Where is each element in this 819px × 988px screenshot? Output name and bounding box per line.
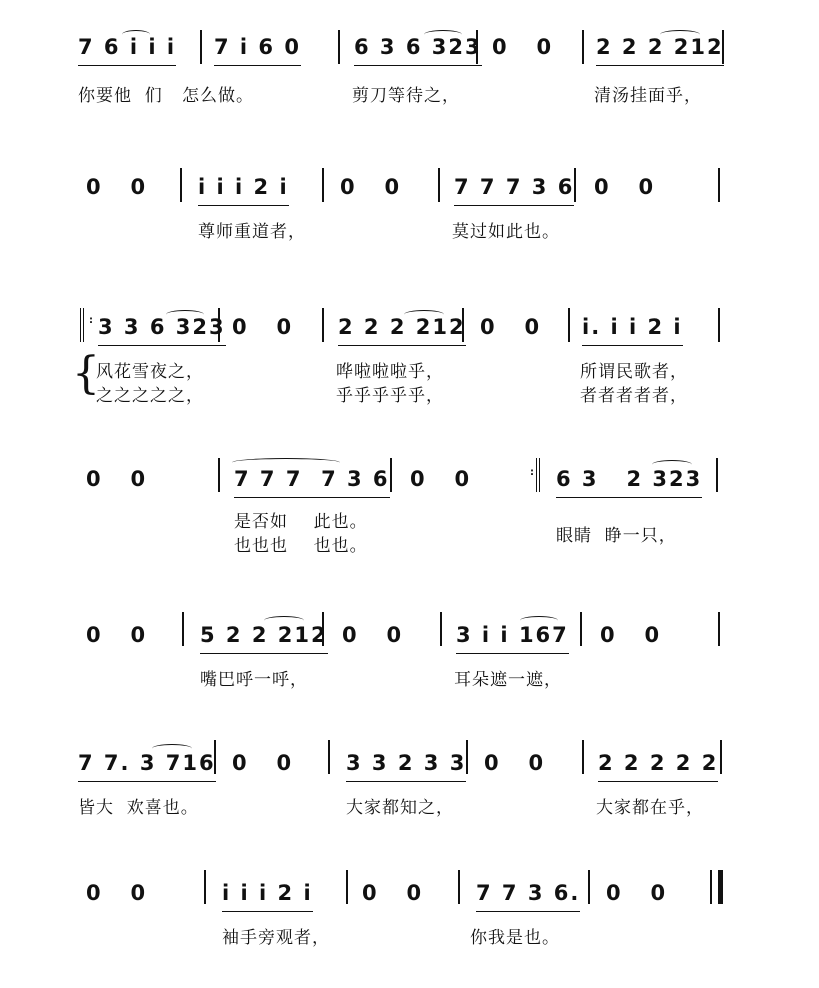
bar-line (722, 30, 724, 64)
measure-notes: 2 2 2 2 2 (598, 751, 719, 775)
measure-notes: 7 i 6 0 (214, 35, 301, 59)
lyric-line: 耳朵遮一遮， (454, 670, 562, 690)
lyric-line-verse-2: 之之之之之， (96, 386, 204, 406)
bar-line (390, 458, 392, 492)
measure-rests: 0 0 (340, 175, 402, 199)
measure-rests: 0 0 (600, 623, 662, 647)
repeat-dot: : (89, 315, 93, 326)
measure-rests: 0 0 (86, 881, 148, 905)
bar-line (582, 740, 584, 774)
measure-notes: i i i 2 i (198, 175, 289, 199)
bar-line (718, 612, 720, 646)
measure-notes: 7 7 7 3 6 (454, 175, 575, 199)
bar-line (588, 870, 590, 904)
final-bar (710, 870, 723, 904)
bar-line (462, 308, 464, 342)
lyric-line: 莫过如此也。 (452, 222, 560, 242)
lyric-line: 大家都知之， (346, 798, 454, 818)
bar-line (322, 168, 324, 202)
measure-notes: 6 3 6 323 (354, 35, 482, 59)
measure-notes: 7 7 3 6. (476, 881, 581, 905)
measure-rests: 0 0 (86, 467, 148, 491)
slur-mark (264, 616, 304, 625)
bar-line (582, 30, 584, 64)
measure-notes: 5 2 2 212 (200, 623, 328, 647)
lyric-line: 所谓民歌者， (580, 362, 688, 382)
measure-rests: 0 0 (362, 881, 424, 905)
measure-rests: 0 0 (86, 623, 148, 647)
bar-line (204, 870, 206, 904)
slur-mark (232, 458, 340, 467)
bar-line (322, 308, 324, 342)
measure-notes: i i i 2 i (222, 881, 313, 905)
measure-rests: 0 0 (594, 175, 656, 199)
slur-mark (652, 460, 692, 469)
bar-line (218, 458, 220, 492)
slur-mark (122, 30, 150, 39)
measure-notes: 2 2 2 212 (596, 35, 724, 59)
lyric-line: 大家都在乎， (596, 798, 704, 818)
bar-line (440, 612, 442, 646)
lyric-line: 你要他 们 怎么做。 (78, 86, 255, 106)
bar-line (580, 612, 582, 646)
slur-mark (660, 30, 700, 39)
bar-line (476, 30, 478, 64)
bar-line (720, 740, 722, 774)
measure-rests: 0 0 (480, 315, 542, 339)
lyric-line: 眼睛 睁一只， (556, 526, 677, 546)
slur-mark (520, 616, 558, 625)
repeat-dot: : (530, 467, 534, 478)
bar-line (458, 870, 460, 904)
lyric-line: 袖手旁观者， (222, 928, 330, 948)
lyric-line: 你我是也。 (470, 928, 560, 948)
lyric-line: 皆大 欢喜也。 (78, 798, 199, 818)
bar-line (466, 740, 468, 774)
lyric-line: 剪刀等待之， (352, 86, 460, 106)
measure-notes: 6 3 2 323 (556, 467, 703, 491)
verse-brace: { (72, 348, 100, 399)
measure-notes: 3 3 6 323 (98, 315, 226, 339)
repeat-end-bar (536, 458, 543, 492)
bar-line (218, 308, 220, 342)
measure-rests: 0 0 (86, 175, 148, 199)
bar-line (346, 870, 348, 904)
measure-rests: 0 0 (342, 623, 404, 647)
lyric-line: 哗啦啦啦乎， (336, 362, 444, 382)
measure-notes: 3 i i 167 (456, 623, 569, 647)
bar-line (200, 30, 202, 64)
bar-line (182, 612, 184, 646)
lyric-line: 是否如 此也。 (234, 512, 368, 532)
measure-notes: 7 6 i i i (78, 35, 177, 59)
bar-line (574, 168, 576, 202)
lyric-line: 清汤挂面乎， (594, 86, 702, 106)
slur-mark (166, 310, 204, 319)
slur-mark (424, 30, 462, 39)
measure-notes: i. i i 2 i (582, 315, 683, 339)
measure-rests: 0 0 (492, 35, 554, 59)
measure-rests: 0 0 (484, 751, 546, 775)
bar-line (438, 168, 440, 202)
bar-line (718, 308, 720, 342)
measure-notes: 7 7. 3 716 (78, 751, 216, 775)
bar-line (328, 740, 330, 774)
bar-line (718, 168, 720, 202)
measure-rests: 0 0 (410, 467, 472, 491)
bar-line (322, 612, 324, 646)
slur-mark (152, 744, 192, 753)
bar-line (568, 308, 570, 342)
measure-notes: 7 7 7 7 3 6 (234, 467, 390, 491)
bar-line (716, 458, 718, 492)
lyric-line-verse-2: 者者者者者， (580, 386, 688, 406)
bar-line (338, 30, 340, 64)
bar-line (180, 168, 182, 202)
lyric-line-verse-2: 乎乎乎乎乎， (336, 386, 444, 406)
measure-notes: 3 3 2 3 3 (346, 751, 467, 775)
lyric-line-verse-2: 也也也 也也。 (234, 536, 368, 556)
repeat-start-bar (80, 308, 87, 342)
lyric-line: 嘴巴呼一呼， (200, 670, 308, 690)
measure-rests: 0 0 (232, 751, 294, 775)
bar-line (214, 740, 216, 774)
measure-rests: 0 0 (606, 881, 668, 905)
slur-mark (404, 310, 444, 319)
lyric-line: 尊师重道者， (198, 222, 306, 242)
lyric-line: 风花雪夜之， (96, 362, 204, 382)
measure-rests: 0 0 (232, 315, 294, 339)
measure-notes: 2 2 2 212 (338, 315, 466, 339)
